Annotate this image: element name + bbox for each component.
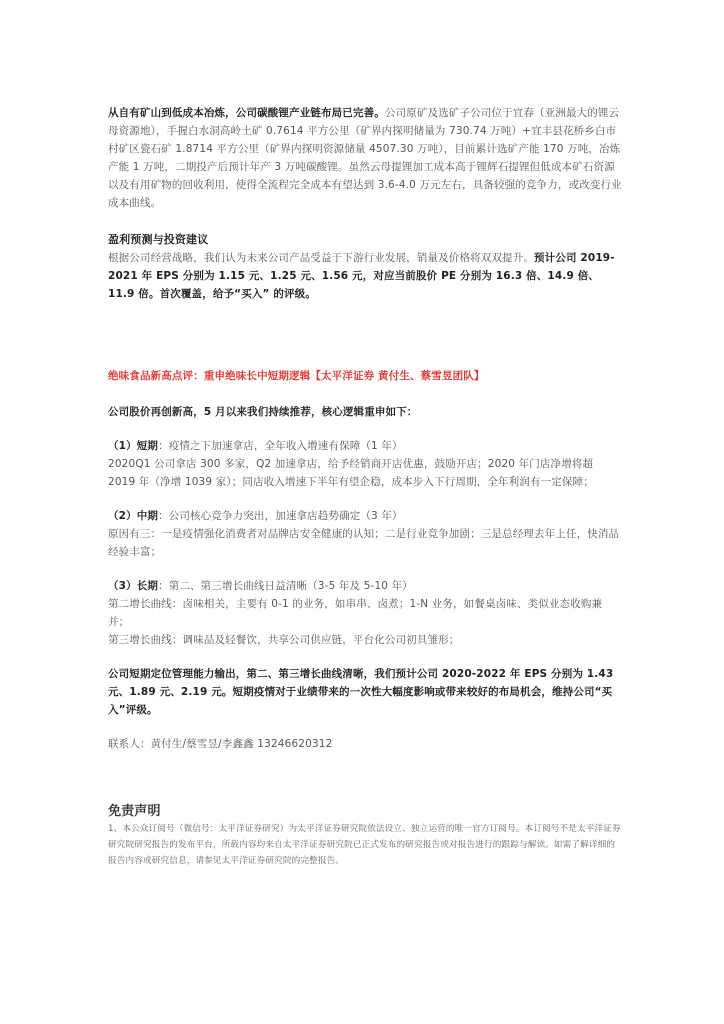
contact-line: 联系人：黄付生/蔡雪昱/李鑫鑫 13246620312: [108, 738, 333, 750]
disclaimer-title: 免责声明: [108, 804, 161, 819]
mid-term-heading: [108, 507, 623, 525]
disclaimer-text: 1、本公众订阅号（微信号：太平洋证券研究）为太平洋证券研究院依法设立、独立运营的唯一官方订阅号。本订阅号不是太平洋证券研究院研究报告的发布平台，所载内容均来自太平洋证券研究院已正式发布的研究报告或对报告进行的跟踪与解读。如需了解详细的报告内容或研究信息，请参见太平洋证券研究院的完整报告。: [108, 824, 621, 866]
intro-line: 公司股价再创新高，5 月以来我们持续推荐，核心逻辑重申如下：: [108, 406, 418, 418]
forecast-bold: 预计公司 2019-2021 年 EPS 分别为 1.15 元、1.25 元、1.56 元，对应当前股价 PE 分别为 16.3 倍、14.9 倍、11.9 倍。首次覆盖，给予“买入” 的评级。: [108, 252, 615, 300]
document-body: [108, 104, 623, 869]
long-term-head: ：第二、第三增长曲线日益清晰（3-5 年及 5-10 年）: [158, 580, 413, 592]
forecast-text: 根据公司经营战略，我们认为未来公司产品受益于下游行业发展，销量及价格将双双提升。: [108, 252, 534, 264]
article-title: 绝味食品新高点评：重申绝味长中短期逻辑【太平洋证券 黄付生、蔡雪昱团队】: [108, 370, 485, 382]
paragraph-text: 公司原矿及选矿子公司位于宜春（亚洲最大的锂云母资源地），手握白水洞高岭土矿 0.7614 平方公里（矿界内探明储量为 730.74 万吨）+宜丰县花桥乡白市村矿区瓷石矿 1.8714 平方公里（矿界内探明资源储量 4507.30 万吨），目前累计选矿产能 170 万吨，冶炼产能 1 万吨，二期投产后预计年产 3 万吨碳酸锂。虽然云母提锂加工成本高于锂辉石提锂但低成本矿石资源以及有用矿物的回收利用，使得全流程完全成本有望达到 3.6-4.0 万元左右，具备较强的竞争力，或改变行业成本曲线。: [108, 107, 622, 209]
short-term-label: （1）短期: [108, 440, 159, 452]
short-term-head: ：疫情之下加速拿店，全年收入增速有保障（1 年）: [158, 440, 403, 452]
short-term-body: 2020Q1 公司拿店 300 多家，Q2 加速拿店，给予经销商开店优惠，鼓励开店；2020 年门店净增将超 2019 年（净增 1039 家）；同店收入增速下半年有望企稳，成本步入下行周期，全年利润有一定保障；: [108, 458, 594, 488]
mid-term-label: （2）中期: [108, 510, 159, 522]
mid-term-head: ：公司核心竞争力突出，加速拿店趋势确定（3 年）: [158, 510, 403, 522]
long-term-body-1: 第二增长曲线：卤味相关，主要有 0-1 的业务，如串串、卤煮；1-N 业务，如餐桌卤味、类似业态收购兼并；: [108, 598, 603, 628]
short-term-heading: [108, 437, 623, 455]
paragraph-lithium-chain: [108, 104, 623, 212]
section-heading-forecast: 盈利预测与投资建议: [108, 233, 209, 246]
long-term-label: （3）长期: [108, 580, 159, 592]
paragraph-forecast: [108, 249, 623, 303]
conclusion: 公司短期定位管理能力输出，第二、第三增长曲线清晰，我们预计公司 2020-2022 年 EPS 分别为 1.43 元、1.89 元、2.19 元。短期疫情对于业绩带来的一次性大幅度影响或带来较好的布局机会，维持公司“买入”评级。: [108, 668, 614, 716]
long-term-body-2: 第三增长曲线：调味品及轻餐饮，共享公司供应链，平台化公司初具雏形；: [108, 634, 460, 646]
mid-term-body: 原因有三：一是疫情强化消费者对品牌店安全健康的认知；二是行业竞争加剧；三是总经理去年上任，快消品经验丰富；: [108, 528, 620, 558]
long-term-heading: [108, 577, 623, 595]
paragraph-lead: 从自有矿山到低成本冶炼，公司碳酸锂产业链布局已完善。: [108, 107, 385, 119]
